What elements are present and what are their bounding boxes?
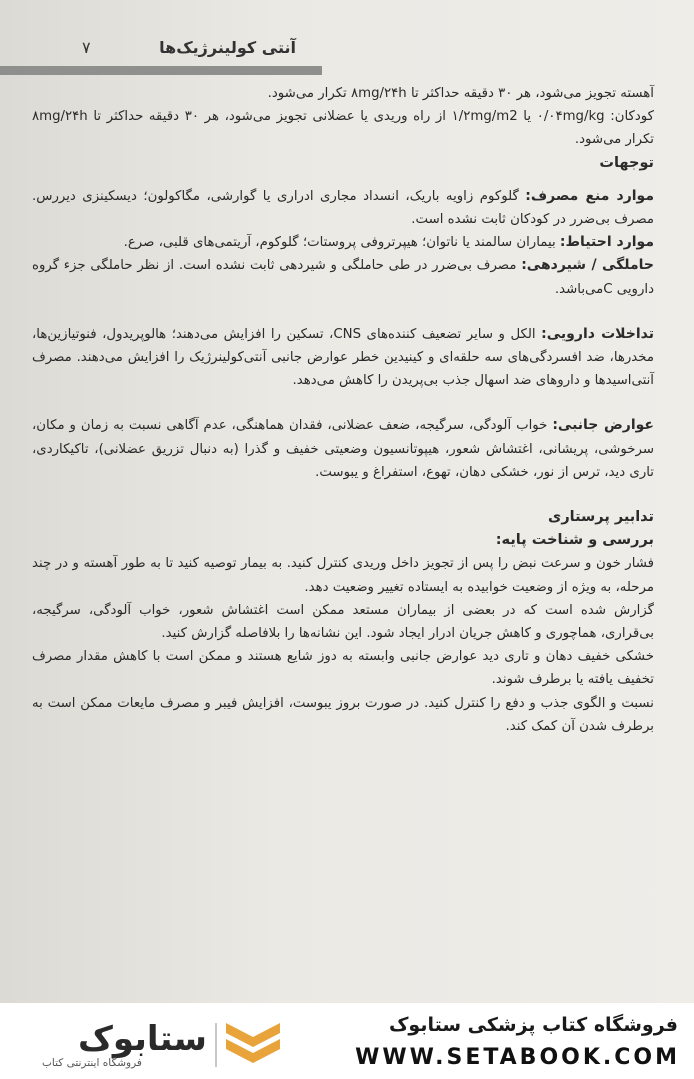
store-banner (0, 1003, 694, 1079)
text-side-effects: خواب آلودگی، سرگیجه، ضعف عضلانی، فقدان هماهنگی، عدم آگاهی نسبت به زمان و مکان، سرخوشی، پریشانی، اغتشاش شعور، هیپوتانسیون وضعیتی خفیف و گذرا (به دنبال تزریق عضلانی)، تاکیکاردی، تاری دید، ترس از نور، خشکی دهان، تهوع، استفراغ و یبوست. (32, 418, 654, 480)
store-name: فروشگاه کتاب پزشکی ستابوک (388, 1014, 678, 1036)
paragraph-nursing-1: فشار خون و سرعت نبض را پس از تجویز داخل وریدی کنترل کنید. به بیمار توصیه کنید تا به طور آهسته و در چند مرحله، به ویژه از وضعیت خوابیده به ایستاده تغییر وضعیت دهد. (32, 556, 654, 595)
running-header-title: آنتی کولینرژیک‌ها (159, 38, 296, 57)
label-pregnancy: حاملگی / شیردهی: (521, 257, 654, 274)
header-rule (0, 66, 322, 75)
label-cautions: موارد احتیاط: (559, 234, 654, 251)
heading-nursing: تدابیر پرستاری (548, 509, 654, 526)
paragraph-nursing-4: نسبت و الگوی جذب و دفع را کنترل کنید. در صورت بروز یبوست، افزایش فیبر و مصرف مایعات ممکن است به برطرف شدن آن کمک کند. (32, 695, 654, 734)
heading-assessment: بررسی و شناخت پایه: (495, 532, 654, 549)
label-interactions: تداخلات دارویی: (541, 325, 655, 342)
text-interactions: الکل و سایر تضعیف کننده‌های CNS، تسکین را افزایش می‌دهند؛ هالوپریدول، فنوتیازین‌ها، مخدرها، ضد افسردگی‌های سه حلقه‌ای و کینیدین خطر عوارض جانبی آنتی‌کولینرژیک را افزایش می‌دهند. مصرف آنتی‌اسیدها و داروهای ضد اسهال جذب بی‌پریدن را کاهش می‌دهد. (32, 326, 654, 389)
paragraph-side-effects (32, 414, 654, 484)
paragraph-cautions (32, 231, 654, 254)
logo-tagline: فروشگاه اینترنتی کتاب (42, 1057, 142, 1069)
text-pregnancy: مصرف بی‌ضرر در طی حاملگی و شیردهی ثابت نشده است. از نظر حاملگی جزء گروه دارویی Cمی‌باشد. (32, 258, 654, 297)
store-logo[interactable] (22, 1013, 284, 1071)
logo-wordmark: ستابوک (78, 1019, 207, 1059)
book-stack-icon (222, 1017, 284, 1067)
paragraph-adult-dose: آهسته تجویز می‌شود، هر ۳۰ دقیقه حداکثر تا ۸mg/۲۴h تکرار می‌شود. (267, 86, 654, 101)
heading-notes: توجهات (599, 154, 654, 171)
page-body (32, 82, 654, 738)
text-cautions: بیماران سالمند یا ناتوان؛ هیپرتروفی پروستات؛ گلوکوم، آریتمی‌های قلبی، صرع. (123, 235, 556, 251)
paragraph-contraindications (32, 185, 654, 231)
page-number: ۷ (82, 38, 91, 57)
store-url-link[interactable]: WWW.SETABOOK.COM (355, 1045, 680, 1070)
text-contraindications: گلوکوم زاویه باریک، انسداد مجاری ادراری یا گوارشی، مگاکولون؛ دیسکینزی دیررس. مصرف بی‌ضرر در کودکان ثابت نشده است. (32, 188, 654, 228)
label-contraindications: موارد منع مصرف: (525, 187, 654, 204)
paragraph-nursing-3: خشکی خفیف دهان و تاری دید عوارض جانبی وابسته به دوز شایع هستند و ممکن است با کاهش مقدار مصرف تخفیف یافته یا برطرف شوند. (32, 649, 654, 688)
paragraph-pregnancy (32, 254, 654, 300)
paragraph-interactions (32, 323, 654, 393)
paragraph-nursing-2: گزارش شده است که در بعضی از بیماران مستعد ممکن است اغتشاش شعور، خواب آلودگی، سرگیجه، بی‌قراری، هماچوری و کاهش جریان ادرار ایجاد شود. این نشانه‌ها را بلافاصله گزارش کنید. (32, 602, 654, 642)
label-side-effects: عوارض جانبی: (552, 417, 654, 434)
logo-divider (215, 1023, 217, 1067)
paragraph-child-dose: کودکان: ۰/۰۴mg/kg یا ۱/۲mg/m2 از راه وریدی یا عضلانی تجویز می‌شود، هر ۳۰ دقیقه حداکثر تا ۸mg/۲۴h تکرار می‌شود. (32, 109, 654, 148)
